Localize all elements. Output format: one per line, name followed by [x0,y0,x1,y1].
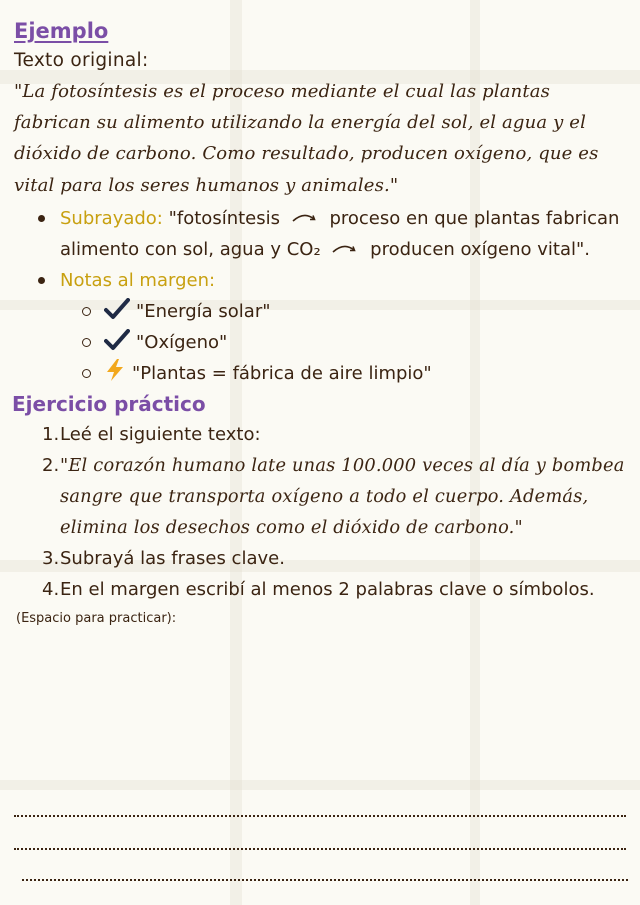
curved-arrow-icon [292,213,318,223]
step-number: 4. [42,578,60,600]
curved-arrow-icon [332,244,358,254]
step-text: En el margen escribí al menos 2 palabras clave o símbolos. [60,578,595,600]
practice-space-label: (Espacio para practicar): [16,610,177,626]
exercise-step [42,574,628,605]
step-text: Leé el siguiente texto: [60,423,261,445]
step-text: "El corazón humano late unas 100.000 veces al día y bombea sangre que transporta oxígeno a todo el cuerpo. Además, elimina los desechos como el dióxido de carbono." [60,454,625,538]
step-number: 1. [42,423,60,445]
practice-line[interactable] [22,879,628,881]
exercise-step [42,450,628,543]
margin-note-text: "Oxígeno" [136,331,228,353]
check-icon [104,329,130,351]
step-text: Subrayá las frases clave. [60,547,285,569]
practice-line[interactable] [14,815,626,817]
bullet-underlined [38,203,628,265]
practice-line[interactable] [14,848,626,850]
margin-note-item [82,327,628,358]
lightning-icon [104,358,126,382]
exercise-steps [14,419,628,605]
step-number: 2. [42,454,60,476]
exercise-title: Ejercicio práctico [12,391,206,416]
margin-notes-list [60,296,628,389]
underlined-part-3: producen oxígeno vital". [370,238,591,260]
margin-note-text: "Energía solar" [136,300,271,322]
bullet-margin-notes [38,265,628,389]
check-icon [104,298,130,320]
original-text-quote: "La fotosíntesis es el proceso mediante el cual las plantas fabrican su alimento utilizando la energía del sol, el agua y el dióxido de carbono. Como resultado, producen oxígeno, que es vital para los seres humanos y animales." [14,81,599,196]
step-number: 3. [42,547,60,569]
original-text-label: Texto original: [14,50,149,71]
example-title: Ejemplo [14,19,109,43]
exercise-step [42,419,628,450]
exercise-step [42,543,628,574]
underlined-part-2: proceso en que plantas fabrican alimento con sol, agua y CO₂ [60,207,620,260]
margin-notes-label: Notas al margen: [60,269,216,291]
underlined-part-1: "fotosíntesis [168,207,280,229]
margin-note-item [82,358,628,389]
margin-note-text: "Plantas = fábrica de aire limpio" [132,362,432,384]
document-page [14,16,628,631]
example-bullets [14,203,628,389]
margin-note-item [82,296,628,327]
underlined-label: Subrayado: [60,207,163,229]
